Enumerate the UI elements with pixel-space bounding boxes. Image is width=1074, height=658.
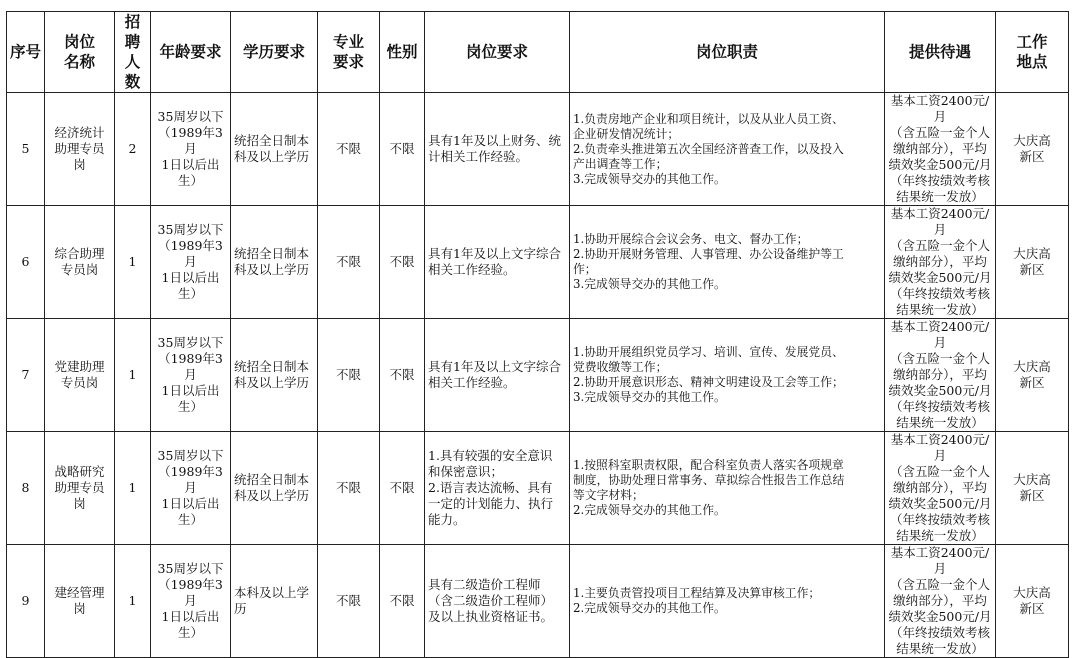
- recruitment-table: [6, 11, 1069, 658]
- cell-age-requirement: 35周岁以下 （1989年3月 1日以后出 生）: [151, 206, 231, 319]
- cell-recruit-count: 1: [115, 432, 151, 545]
- cell-major-requirement: 不限: [318, 545, 380, 658]
- cell-position-requirement: 具有1年及以上文字综合 相关工作经验。: [425, 319, 570, 432]
- cell-seq: 5: [7, 93, 45, 206]
- cell-duties: 1.协助开展组织党员学习、培训、宣传、发展党员、 党费收缴等工作； 2.协助开展意识形态、精神文明建设及工会等工作； 3.完成领导交办的其他工作。: [570, 319, 885, 432]
- header-location: 工作 地点: [996, 12, 1069, 93]
- cell-location: 大庆高 新区: [996, 432, 1069, 545]
- cell-education-requirement: 统招全日制本 科及以上学历: [231, 93, 318, 206]
- cell-position-name: 党建助理 专员岗: [45, 319, 115, 432]
- header-gender: 性别: [380, 12, 425, 93]
- cell-seq: 6: [7, 206, 45, 319]
- cell-position-requirement: 具有1年及以上文字综合 相关工作经验。: [425, 206, 570, 319]
- cell-recruit-count: 1: [115, 319, 151, 432]
- cell-recruit-count: 2: [115, 93, 151, 206]
- cell-benefits: 基本工资2400元/月 （含五险一金个人 缴纳部分），平均 绩效奖金500元/月 （年终按绩效考核 结果统一发放）: [885, 319, 996, 432]
- cell-location: 大庆高 新区: [996, 319, 1069, 432]
- cell-gender: 不限: [380, 545, 425, 658]
- cell-recruit-count: 1: [115, 545, 151, 658]
- cell-position-name: 建经管理 岗: [45, 545, 115, 658]
- cell-duties: 1.主要负责管投项目工程结算及决算审核工作； 2.完成领导交办的其他工作。: [570, 545, 885, 658]
- table-row: [7, 319, 1069, 432]
- table-row: [7, 545, 1069, 658]
- cell-age-requirement: 35周岁以下 （1989年3月 1日以后出 生）: [151, 93, 231, 206]
- cell-recruit-count: 1: [115, 206, 151, 319]
- header-duties: 岗位职责: [570, 12, 885, 93]
- cell-major-requirement: 不限: [318, 319, 380, 432]
- header-recruit-count: 招聘 人数: [115, 12, 151, 93]
- cell-position-requirement: 1.具有较强的安全意识 和保密意识； 2.语言表达流畅、具有 一定的计划能力、执行 能力。: [425, 432, 570, 545]
- cell-education-requirement: 本科及以上学 历: [231, 545, 318, 658]
- cell-seq: 7: [7, 319, 45, 432]
- header-seq: 序号: [7, 12, 45, 93]
- cell-location: 大庆高 新区: [996, 206, 1069, 319]
- header-benefits: 提供待遇: [885, 12, 996, 93]
- header-education-requirement: 学历要求: [231, 12, 318, 93]
- cell-age-requirement: 35周岁以下 （1989年3月 1日以后出 生）: [151, 319, 231, 432]
- cell-benefits: 基本工资2400元/月 （含五险一金个人 缴纳部分），平均 绩效奖金500元/月 （年终按绩效考核 结果统一发放）: [885, 93, 996, 206]
- cell-position-name: 综合助理 专员岗: [45, 206, 115, 319]
- table-row: [7, 432, 1069, 545]
- cell-benefits: 基本工资2400元/月 （含五险一金个人 缴纳部分），平均 绩效奖金500元/月 （年终按绩效考核 结果统一发放）: [885, 545, 996, 658]
- cell-education-requirement: 统招全日制本 科及以上学历: [231, 432, 318, 545]
- header-major-requirement: 专业 要求: [318, 12, 380, 93]
- cell-major-requirement: 不限: [318, 432, 380, 545]
- cell-gender: 不限: [380, 206, 425, 319]
- header-position-name: 岗位 名称: [45, 12, 115, 93]
- header-age-requirement: 年龄要求: [151, 12, 231, 93]
- cell-education-requirement: 统招全日制本 科及以上学历: [231, 206, 318, 319]
- cell-position-name: 经济统计 助理专员 岗: [45, 93, 115, 206]
- cell-benefits: 基本工资2400元/月 （含五险一金个人 缴纳部分），平均 绩效奖金500元/月 （年终按绩效考核 结果统一发放）: [885, 206, 996, 319]
- cell-location: 大庆高 新区: [996, 545, 1069, 658]
- table-row: [7, 93, 1069, 206]
- cell-position-requirement: 具有1年及以上财务、统 计相关工作经验。: [425, 93, 570, 206]
- cell-seq: 8: [7, 432, 45, 545]
- cell-age-requirement: 35周岁以下 （1989年3月 1日以后出 生）: [151, 545, 231, 658]
- cell-gender: 不限: [380, 93, 425, 206]
- cell-age-requirement: 35周岁以下 （1989年3月 1日以后出 生）: [151, 432, 231, 545]
- cell-major-requirement: 不限: [318, 93, 380, 206]
- cell-major-requirement: 不限: [318, 206, 380, 319]
- cell-benefits: 基本工资2400元/月 （含五险一金个人 缴纳部分），平均 绩效奖金500元/月 （年终按绩效考核 结果统一发放）: [885, 432, 996, 545]
- table-row: [7, 206, 1069, 319]
- cell-gender: 不限: [380, 319, 425, 432]
- header-position-requirement: 岗位要求: [425, 12, 570, 93]
- cell-duties: 1.协助开展综合会议会务、电文、督办工作； 2.协助开展财务管理、人事管理、办公设备维护等工 作； 3.完成领导交办的其他工作。: [570, 206, 885, 319]
- cell-education-requirement: 统招全日制本 科及以上学历: [231, 319, 318, 432]
- cell-seq: 9: [7, 545, 45, 658]
- cell-duties: 1.负责房地产企业和项目统计，以及从业人员工资、 企业研发情况统计； 2.负责牵头推进第五次全国经济普查工作，以及投入 产出调查等工作； 3.完成领导交办的其他工作。: [570, 93, 885, 206]
- cell-duties: 1.按照科室职责权限，配合科室负责人落实各项规章 制度，协助处理日常事务、草拟综合性报告工作总结 等文字材料； 2.完成领导交办的其他工作。: [570, 432, 885, 545]
- cell-location: 大庆高 新区: [996, 93, 1069, 206]
- cell-position-name: 战略研究 助理专员 岗: [45, 432, 115, 545]
- cell-gender: 不限: [380, 432, 425, 545]
- cell-position-requirement: 具有二级造价工程师 （含二级造价工程师） 及以上执业资格证书。: [425, 545, 570, 658]
- header-row: [7, 12, 1069, 93]
